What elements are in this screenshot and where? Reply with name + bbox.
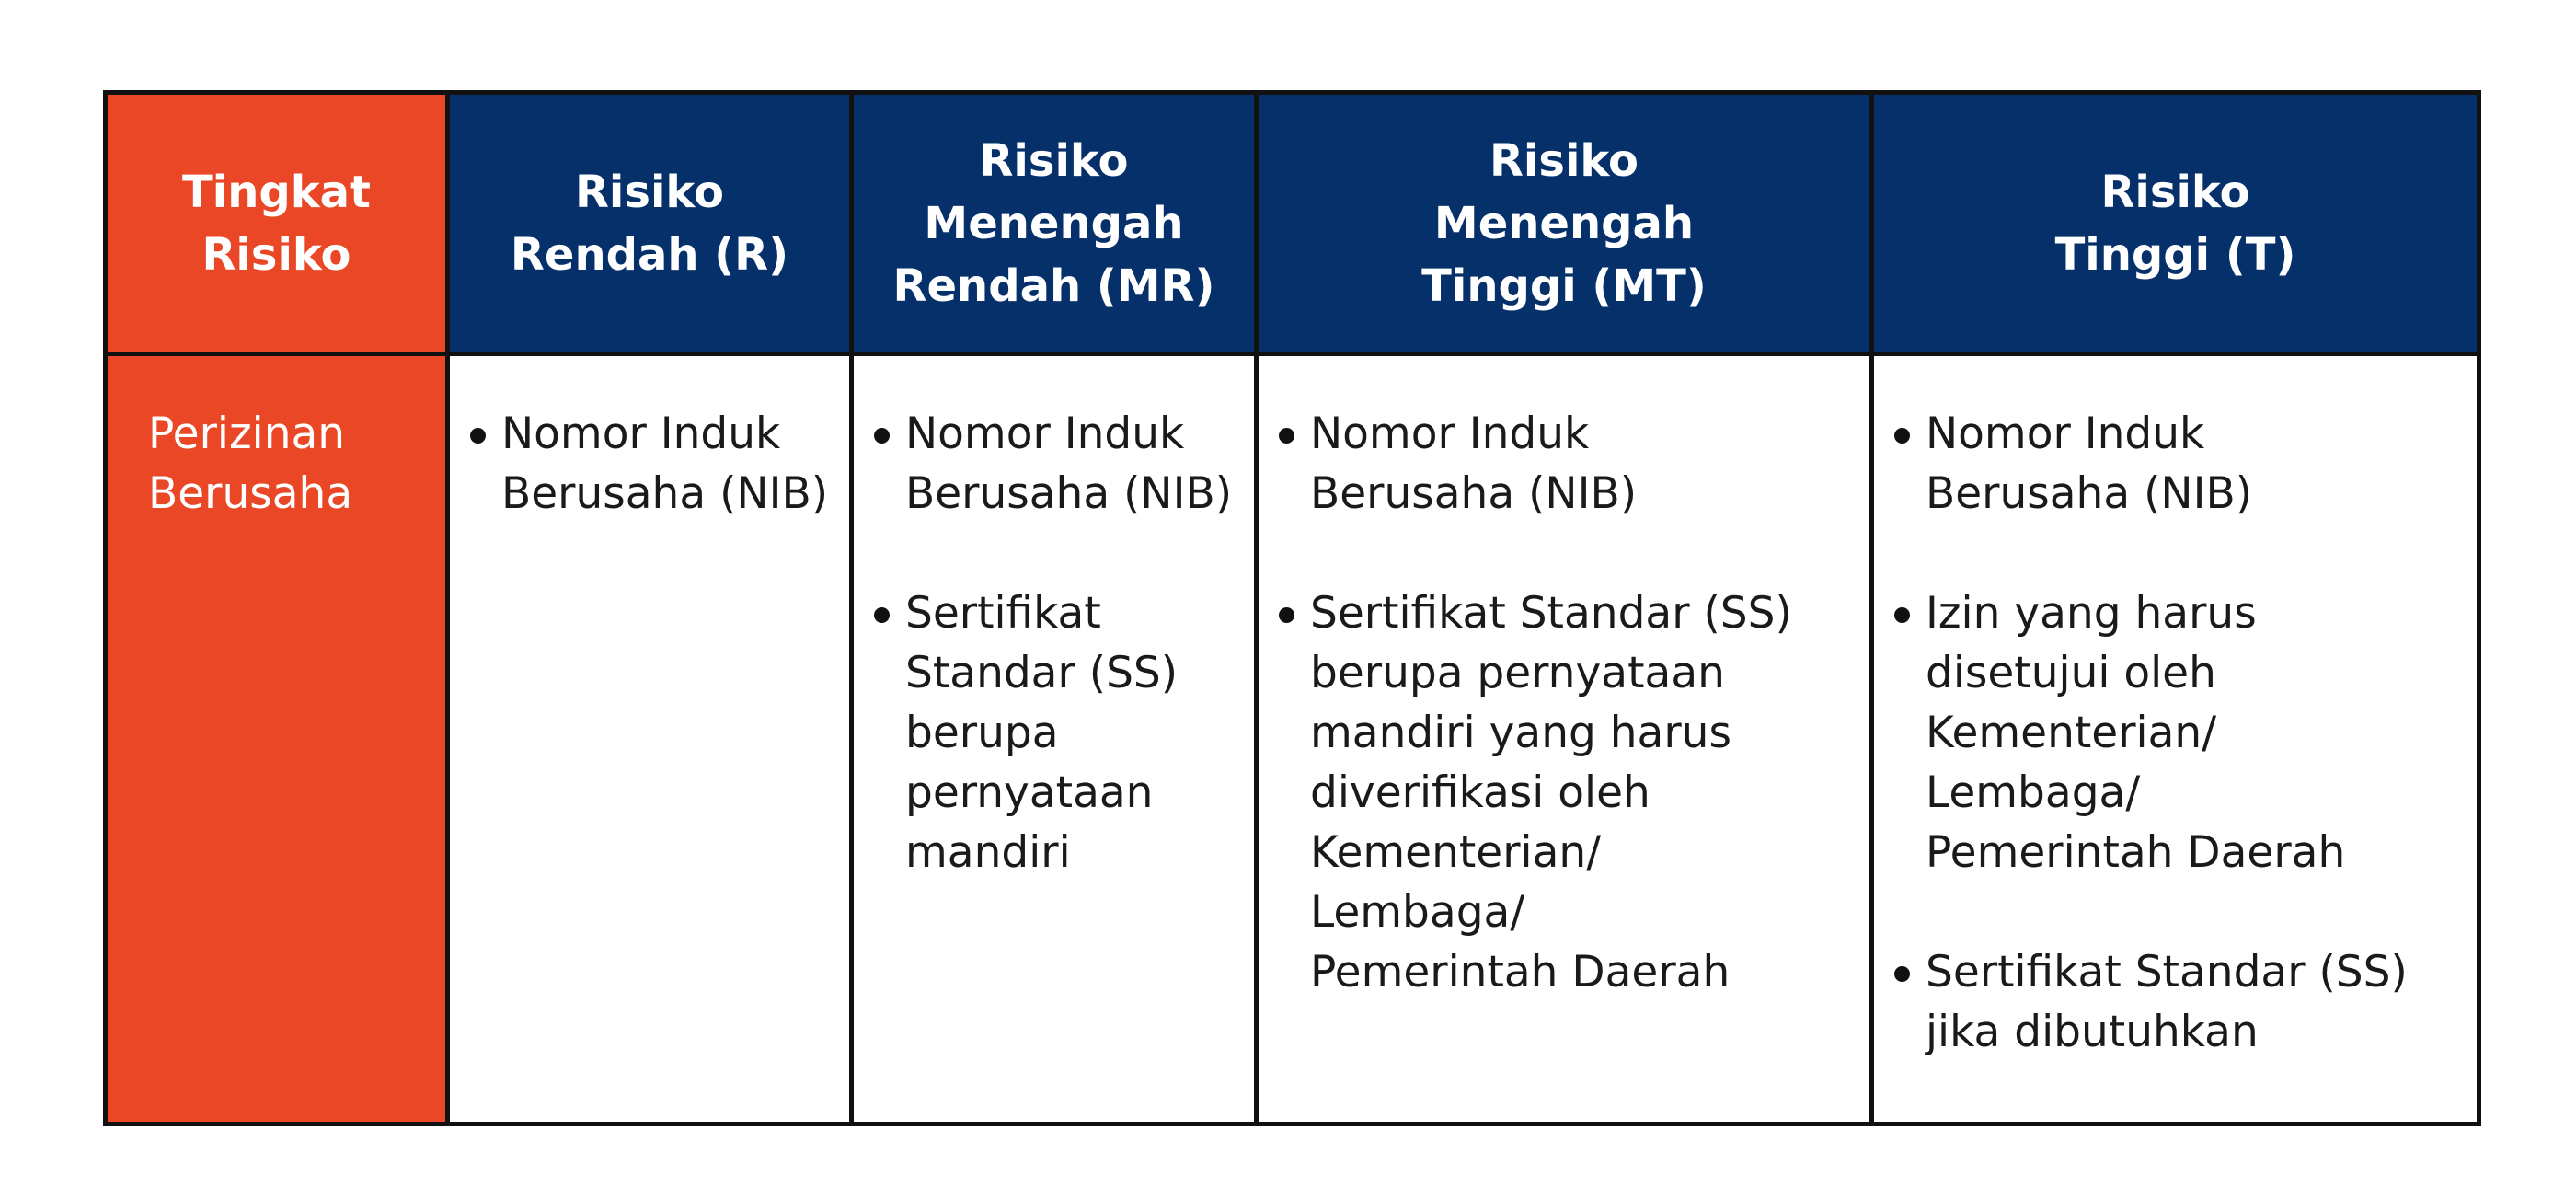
header-line: Rendah (MR) <box>892 259 1215 312</box>
item-line: Nomor Induk <box>1926 409 2205 459</box>
header-line: Menengah <box>1433 197 1695 249</box>
item-line: mandiri yang harus <box>1310 708 1731 758</box>
header-line: Tinggi (T) <box>2054 228 2296 281</box>
list-item <box>470 404 831 524</box>
row-label-line: Perizinan <box>148 409 346 459</box>
header-line: Risiko <box>201 228 351 281</box>
bullet-icon <box>470 428 486 444</box>
list-item <box>1279 583 1851 1002</box>
header-line: Risiko <box>574 166 725 218</box>
item-line: berupa pernyataan <box>1310 648 1725 698</box>
header-medium-low-risk <box>852 93 1257 354</box>
item-line: pernyataan <box>905 767 1154 818</box>
table-row <box>106 354 2479 1124</box>
bullet-icon <box>874 607 890 623</box>
item-line: Nomor Induk <box>501 409 781 459</box>
item-line: Berusaha (NIB) <box>1310 468 1638 519</box>
header-line: Tingkat <box>182 166 371 218</box>
item-line: jika dibutuhkan <box>1926 1007 2259 1057</box>
header-high-risk <box>1872 93 2479 354</box>
item-line: Berusaha (NIB) <box>501 468 829 519</box>
item-line: Sertifikat <box>905 588 1101 639</box>
item-line: Standar (SS) <box>905 648 1179 698</box>
header-low-risk <box>448 93 852 354</box>
requirement-list <box>874 404 1236 882</box>
list-item <box>1279 404 1851 524</box>
header-risk-level <box>106 93 448 354</box>
header-row <box>106 93 2479 354</box>
bullet-icon <box>1894 607 1910 623</box>
item-line: berupa <box>905 708 1059 758</box>
item-line: Sertifikat Standar (SS) <box>1310 588 1792 639</box>
item-line: Sertifikat Standar (SS) <box>1926 947 2408 997</box>
header-line: Risiko <box>2100 166 2250 218</box>
list-item <box>1894 942 2458 1062</box>
cell-medium-low-risk <box>852 354 1257 1124</box>
requirement-list <box>470 404 831 524</box>
cell-high-risk <box>1872 354 2479 1124</box>
list-item <box>874 583 1236 882</box>
item-line: Lembaga/ <box>1926 767 2141 818</box>
bullet-icon <box>1279 428 1294 444</box>
item-line: Izin yang harus <box>1926 588 2257 639</box>
cell-low-risk <box>448 354 852 1124</box>
header-medium-high-risk <box>1257 93 1872 354</box>
bullet-icon <box>874 428 890 444</box>
item-line: Nomor Induk <box>905 409 1185 459</box>
item-line: disetujui oleh <box>1926 648 2216 698</box>
bullet-icon <box>1894 428 1910 444</box>
item-line: Lembaga/ <box>1310 887 1525 938</box>
cell-medium-high-risk <box>1257 354 1872 1124</box>
list-item <box>1894 404 2458 524</box>
requirement-list <box>1894 404 2458 1062</box>
list-item <box>1894 583 2458 882</box>
row-label-business-licensing <box>106 354 448 1124</box>
bullet-icon <box>1894 966 1910 982</box>
header-line: Tinggi (MT) <box>1421 259 1707 312</box>
item-line: Kementerian/ <box>1310 827 1602 878</box>
list-item <box>874 404 1236 524</box>
item-line: Pemerintah Daerah <box>1310 947 1731 997</box>
header-line: Risiko <box>1489 134 1639 187</box>
requirement-list <box>1279 404 1851 1002</box>
item-line: Berusaha (NIB) <box>1926 468 2253 519</box>
bullet-icon <box>1279 607 1294 623</box>
row-label-line: Berusaha <box>148 468 353 519</box>
risk-level-table <box>103 90 2481 1126</box>
header-line: Rendah (R) <box>510 228 789 281</box>
item-line: Kementerian/ <box>1926 708 2217 758</box>
item-line: Pemerintah Daerah <box>1926 827 2346 878</box>
item-line: Berusaha (NIB) <box>905 468 1233 519</box>
header-line: Risiko <box>979 134 1129 187</box>
item-line: mandiri <box>905 827 1071 878</box>
header-line: Menengah <box>924 197 1184 249</box>
item-line: Nomor Induk <box>1310 409 1590 459</box>
item-line: diverifikasi oleh <box>1310 767 1650 818</box>
